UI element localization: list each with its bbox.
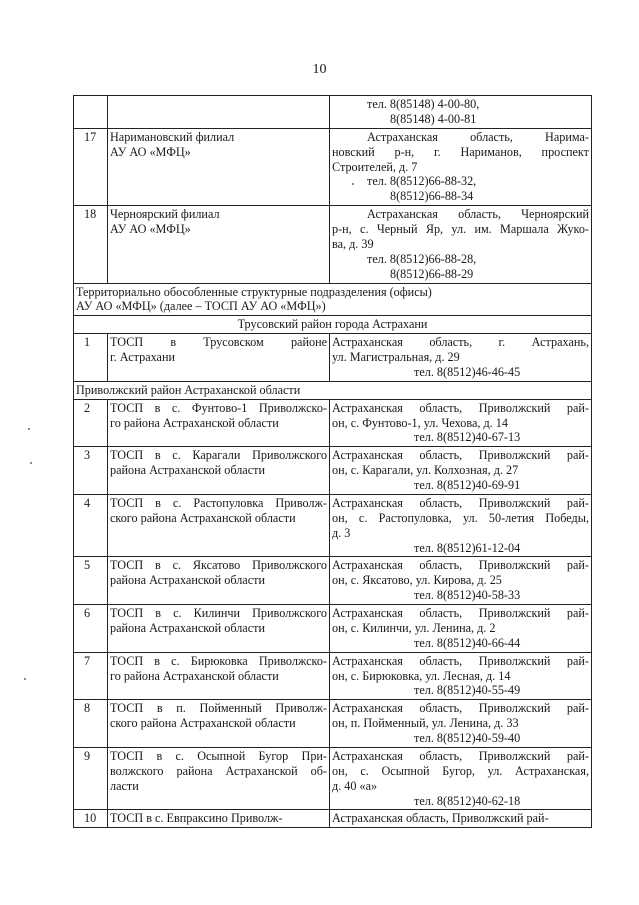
name-line: ТОСП в с. Яксатово Приволжского <box>110 558 327 573</box>
address-line: он, п. Пойменный, ул. Ленина, д. 33 <box>332 716 519 731</box>
name-line: ТОСП в с. Килинчи Приволжского <box>110 606 327 620</box>
section-row <box>74 283 592 316</box>
table-row <box>74 810 592 828</box>
mfc-offices-table <box>73 95 592 828</box>
phone-line: 8(85148) 4-00-81 <box>390 111 477 126</box>
section-header-privolzhsky: Приволжский район Астраханской области <box>74 381 592 399</box>
office-address <box>330 747 592 810</box>
phone-line: 8(8512)66-88-34 <box>390 189 474 204</box>
row-number: 4 <box>74 494 108 557</box>
row-number: 17 <box>74 128 108 205</box>
row-number: 2 <box>74 399 108 447</box>
scan-speck <box>30 462 32 464</box>
address-line: Строителей, д. 7 <box>332 159 418 174</box>
section-header-tosp <box>74 283 592 316</box>
row-number: 6 <box>74 605 108 653</box>
office-name <box>108 605 330 653</box>
address-line: Астраханская область, Нарима- <box>367 129 589 144</box>
office-address <box>330 700 592 748</box>
address-line: он, с. Осыпной Бугор, ул. Астраханская, <box>332 763 589 778</box>
name-line: г. Астрахани <box>110 350 175 364</box>
office-address <box>330 605 592 653</box>
office-address <box>330 557 592 605</box>
address-line: Астраханская область, Черноярский <box>367 207 589 222</box>
table-row <box>74 700 592 748</box>
address-line: д. 3 <box>332 525 351 540</box>
scan-speck <box>24 678 26 680</box>
table-row <box>74 652 592 700</box>
phone-line: тел. 8(8512)61-12-04 <box>414 540 521 555</box>
name-line: ласти <box>110 778 139 793</box>
name-line: ТОСП в п. Пойменный Приволж- <box>110 701 327 716</box>
name-line: ТОСП в с. Осыпной Бугор При- <box>110 748 327 763</box>
row-number: 1 <box>74 334 108 382</box>
row-number: 10 <box>74 810 108 828</box>
address-line: Астраханская область, Приволжский рай- <box>332 811 549 826</box>
address-line: Астраханская область, Приволжский рай- <box>332 448 589 463</box>
table-row <box>74 334 592 382</box>
name-line: ского района Астраханской области <box>110 510 296 525</box>
phone-line: тел. 8(8512)66-88-28, <box>367 251 477 266</box>
row-number <box>74 96 108 129</box>
table-row <box>74 494 592 557</box>
table-row <box>74 605 592 653</box>
table-row <box>74 447 592 495</box>
undefined: Территориально обособленные структурные подразделения (офисы) <box>76 284 432 299</box>
office-name <box>108 447 330 495</box>
office-address <box>330 399 592 447</box>
name-line: го района Астраханской области <box>110 668 279 683</box>
address-line: Астраханская область, Приволжский рай- <box>332 701 589 716</box>
office-address <box>330 652 592 700</box>
scan-speck <box>28 428 30 430</box>
office-name <box>108 128 330 205</box>
page-number: 10 <box>312 62 327 77</box>
address-line: он, с. Яксатово, ул. Кирова, д. 25 <box>332 573 502 588</box>
name-line: района Астраханской области <box>110 463 265 478</box>
office-address <box>330 128 592 205</box>
office-address <box>330 447 592 495</box>
undefined: АУ АО «МФЦ» <box>110 222 191 236</box>
office-name <box>108 96 330 129</box>
office-name <box>108 206 330 283</box>
row-number: 8 <box>74 700 108 748</box>
scan-speck <box>352 183 354 185</box>
office-name <box>108 334 330 382</box>
name-line: ТОСП в с. Фунтово-1 Приволжско- <box>110 400 327 415</box>
name-line: ТОСП в с. Бирюковка Приволжско- <box>110 653 327 668</box>
office-name <box>108 399 330 447</box>
phone-line: тел. 8(8512)40-58-33 <box>414 588 521 603</box>
address-line: Астраханская область, Приволжский рай- <box>332 400 589 415</box>
name-line: волжского района Астраханской об- <box>110 763 327 778</box>
table-row <box>74 747 592 810</box>
table-row <box>74 557 592 605</box>
address-line: Астраханская область, Приволжский рай- <box>332 606 589 620</box>
row-number: 3 <box>74 447 108 495</box>
name-line: ского района Астраханской области <box>110 716 296 731</box>
address-line: он, с. Карагали, ул. Колхозная, д. 27 <box>332 463 519 478</box>
address-line: новский р-н, г. Нариманов, проспект <box>332 144 589 159</box>
office-name <box>108 652 330 700</box>
address-line: он, с. Бирюковка, ул. Лесная, д. 14 <box>332 668 511 683</box>
address-line: ва, д. 39 <box>332 236 374 251</box>
office-name <box>108 700 330 748</box>
undefined: АУ АО «МФЦ» <box>110 144 191 159</box>
table-row <box>74 399 592 447</box>
table-row <box>74 206 592 283</box>
phone-line: 8(8512)66-88-29 <box>390 266 474 281</box>
office-name <box>108 747 330 810</box>
office-name <box>108 810 330 828</box>
undefined: Черноярский филиал <box>110 207 220 222</box>
name-line: ТОСП в с. Карагали Приволжского <box>110 448 327 463</box>
section-row <box>74 381 592 399</box>
name-line: района Астраханской области <box>110 573 265 588</box>
office-name <box>108 557 330 605</box>
office-address <box>330 96 592 129</box>
address-line: он, с. Растопуловка, ул. 50-летия Победы, <box>332 510 589 525</box>
phone-line: тел. 8(8512)40-69-91 <box>414 478 521 492</box>
phone-line: тел. 8(8512)40-62-18 <box>414 793 521 808</box>
address-line: Астраханская область, Приволжский рай- <box>332 495 589 510</box>
name-line: ТОСП в Трусовском районе <box>110 335 327 350</box>
address-line: он, с. Килинчи, ул. Ленина, д. 2 <box>332 620 496 635</box>
row-number: 5 <box>74 557 108 605</box>
office-address <box>330 334 592 382</box>
address-line: ул. Магистральная, д. 29 <box>332 350 460 364</box>
address-line: д. 40 «а» <box>332 778 378 793</box>
address-line: Астраханская область, Приволжский рай- <box>332 558 589 573</box>
section-header-trusovsky: Трусовский район города Астрахани <box>74 316 592 334</box>
office-name <box>108 494 330 557</box>
table-row <box>74 96 592 129</box>
address-line: р-н, с. Черный Яр, ул. им. Маршала Жуко- <box>332 222 589 236</box>
name-line: го района Астраханской области <box>110 415 279 430</box>
phone-line: тел. 8(8512)66-88-32, <box>367 174 477 189</box>
office-address <box>330 494 592 557</box>
section-row <box>74 316 592 334</box>
phone-line: тел. 8(8512)40-67-13 <box>414 430 521 445</box>
office-address <box>330 206 592 283</box>
phone-line: тел. 8(85148) 4-00-80, <box>367 97 480 111</box>
undefined: Наримановский филиал <box>110 129 235 144</box>
address-line: Астраханская область, Приволжский рай- <box>332 653 589 668</box>
undefined: АУ АО «МФЦ» (далее – ТОСП АУ АО «МФЦ») <box>76 299 326 314</box>
name-line: ТОСП в с. Растопуловка Приволж- <box>110 495 327 510</box>
phone-line: тел. 8(8512)40-66-44 <box>414 635 521 650</box>
office-address <box>330 810 592 828</box>
row-number: 18 <box>74 206 108 283</box>
table-row <box>74 128 592 205</box>
row-number: 7 <box>74 652 108 700</box>
phone-line: тел. 8(8512)40-59-40 <box>414 731 521 745</box>
phone-line: тел. 8(8512)46-46-45 <box>414 364 521 379</box>
row-number: 9 <box>74 747 108 810</box>
address-line: Астраханская область, Приволжский рай- <box>332 748 589 763</box>
address-line: Астраханская область, г. Астрахань, <box>332 335 589 350</box>
phone-line: тел. 8(8512)40-55-49 <box>414 683 521 698</box>
name-line: района Астраханской области <box>110 620 265 635</box>
name-line: ТОСП в с. Евпраксино Приволж- <box>110 811 283 826</box>
address-line: он, с. Фунтово-1, ул. Чехова, д. 14 <box>332 415 508 430</box>
